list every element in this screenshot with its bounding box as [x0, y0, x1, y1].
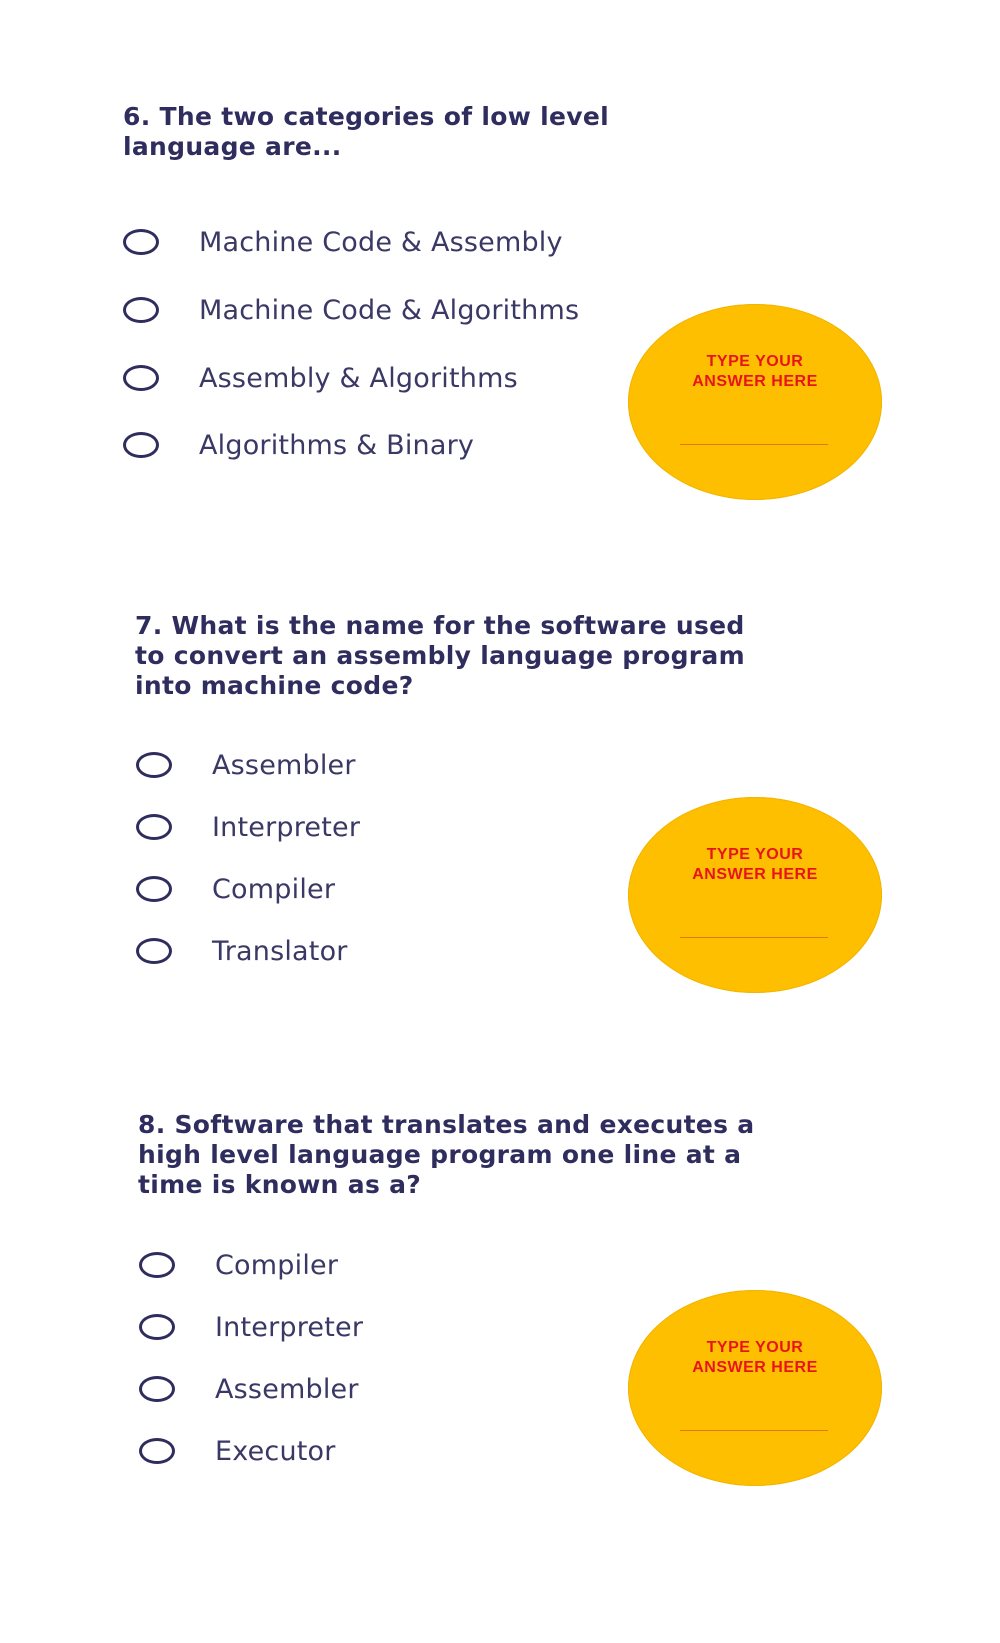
answer-prompt-line-2: ANSWER HERE — [692, 1359, 818, 1376]
radio-button[interactable] — [139, 1438, 175, 1464]
question-6-title — [123, 102, 609, 162]
radio-button[interactable] — [136, 752, 172, 778]
question-7-option-1[interactable] — [136, 745, 356, 785]
option-label: Interpreter — [215, 1311, 364, 1343]
radio-button[interactable] — [139, 1314, 175, 1340]
option-label: Machine Code & Algorithms — [199, 294, 580, 326]
answer-prompt — [628, 1338, 882, 1378]
radio-button[interactable] — [139, 1376, 175, 1402]
question-8-option-1[interactable] — [139, 1245, 338, 1285]
question-8-option-3[interactable] — [139, 1369, 359, 1409]
question-6-answer-input[interactable] — [680, 422, 828, 445]
radio-button[interactable] — [139, 1252, 175, 1278]
option-label: Assembler — [212, 749, 356, 781]
question-8-option-4[interactable] — [139, 1431, 336, 1471]
question-8-title — [138, 1110, 754, 1200]
question-8-answer-input[interactable] — [680, 1408, 828, 1431]
answer-prompt-line-1: TYPE YOUR — [706, 1339, 804, 1356]
question-7-option-3[interactable] — [136, 869, 335, 909]
radio-button[interactable] — [123, 229, 159, 255]
question-6-title-line-2: language are... — [123, 132, 342, 161]
answer-prompt-line-2: ANSWER HERE — [692, 866, 818, 883]
answer-prompt — [628, 845, 882, 885]
option-label: Compiler — [212, 873, 336, 905]
radio-button[interactable] — [123, 365, 159, 391]
answer-prompt-line-2: ANSWER HERE — [692, 373, 818, 390]
option-label: Assembler — [215, 1373, 359, 1405]
question-8-title-line-1: 8. Software that translates and executes a — [138, 1110, 755, 1139]
question-7-option-4[interactable] — [136, 931, 348, 971]
question-8-title-line-3: time is known as a? — [138, 1170, 422, 1199]
answer-prompt-line-1: TYPE YOUR — [706, 353, 804, 370]
question-7-title-line-1: 7. What is the name for the software used — [135, 611, 745, 640]
question-7-option-2[interactable] — [136, 807, 360, 847]
radio-button[interactable] — [136, 876, 172, 902]
option-label: Algorithms & Binary — [199, 429, 475, 461]
question-6-option-4[interactable] — [123, 425, 474, 465]
question-6-title-line-1: 6. The two categories of low level — [123, 102, 609, 131]
question-6-option-1[interactable] — [123, 222, 563, 262]
option-label: Executor — [215, 1435, 336, 1467]
question-6-option-2[interactable] — [123, 290, 579, 330]
question-7-title — [135, 611, 745, 701]
question-8-option-2[interactable] — [139, 1307, 363, 1347]
question-8-title-line-2: high level language program one line at a — [138, 1140, 742, 1169]
option-label: Compiler — [215, 1249, 339, 1281]
question-7-answer-bubble — [628, 797, 882, 993]
question-7-answer-input[interactable] — [680, 915, 828, 938]
option-label: Assembly & Algorithms — [199, 362, 518, 394]
radio-button[interactable] — [123, 297, 159, 323]
question-7-title-line-3: into machine code? — [135, 671, 414, 700]
radio-button[interactable] — [136, 814, 172, 840]
question-8-answer-bubble — [628, 1290, 882, 1486]
question-6-option-3[interactable] — [123, 358, 518, 398]
radio-button[interactable] — [123, 432, 159, 458]
question-6-answer-bubble — [628, 304, 882, 500]
answer-prompt — [628, 352, 882, 392]
option-label: Translator — [212, 935, 348, 967]
answer-prompt-line-1: TYPE YOUR — [706, 846, 804, 863]
question-7-title-line-2: to convert an assembly language program — [135, 641, 745, 670]
radio-button[interactable] — [136, 938, 172, 964]
option-label: Interpreter — [212, 811, 361, 843]
option-label: Machine Code & Assembly — [199, 226, 563, 258]
